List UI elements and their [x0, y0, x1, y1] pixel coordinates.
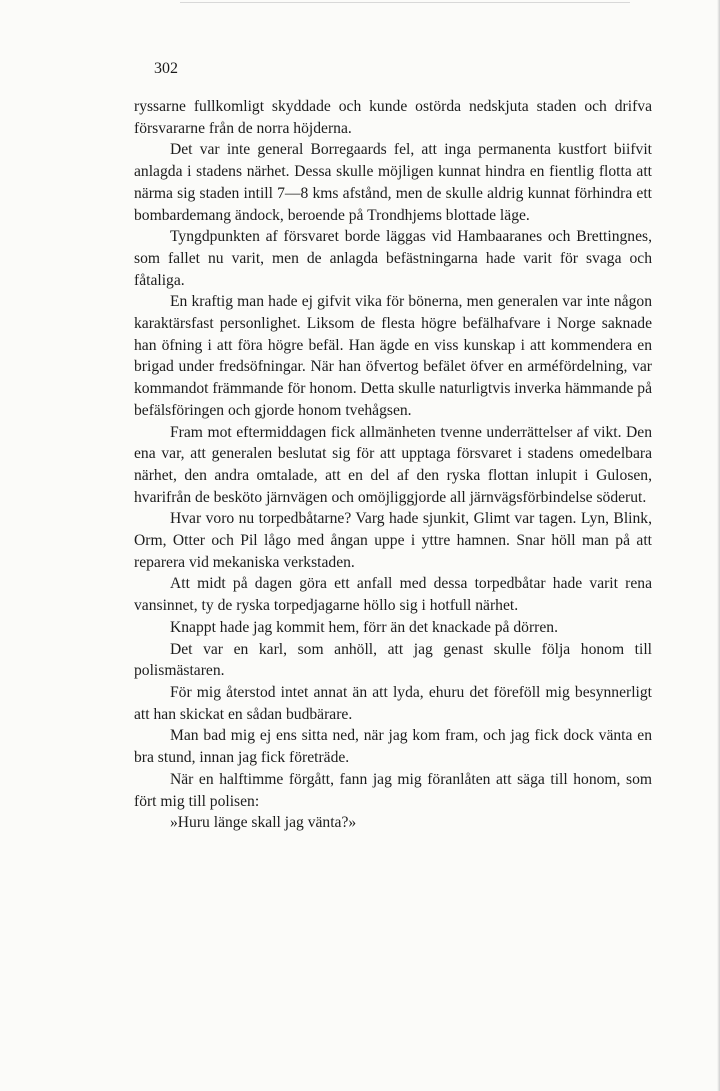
paragraph-13: »Huru länge skall jag vänta?»	[170, 814, 357, 832]
paragraph-1: ryssarne fullkomligt skyddade och kunde ostörda nedskjuta staden och drifva försvararne från de norra höjderna.	[134, 98, 652, 137]
paragraph-3: Tyngdpunkten af försvaret borde läggas vid Hambaaranes och Brettingnes, som fallet nu varit, men de anlagda befästningarna hade varit för svaga och fåtaliga.	[134, 228, 652, 289]
paragraph-2: Det var inte general Borregaards fel, att inga permanenta kustfort biifvit anlagda i stadens närhet. Dessa skulle möjligen kunnat hindra en fientlig flotta att närma sig staden intill 7—8 kms afstånd, men de skulle aldrig kunnat förhindra ett bombardemang ändock, beroende på Trondhjems blottade läge.	[134, 141, 652, 224]
paragraph-4: En kraftig man hade ej gifvit vika för bönerna, men generalen var inte någon karaktärsfast personlighet. Liksom de flesta högre befälhafvare i Norge saknade han öfning i att föra högre befäl. Han ägde en viss kunskap i att kommendera en brigad under fredsöfningar. När han öfvertog befälet öfver en arméfördelning, var kommandot främmande för honom. Detta skulle naturligtvis inverka hämmande på befälsföringen och gjorde honom tvehågsen.	[134, 293, 652, 419]
paragraph-10: För mig återstod intet annat än att lyda, ehuru det föreföll mig besynnerligt att han skickat en sådan budbärare.	[134, 683, 652, 723]
top-rule	[180, 2, 630, 3]
paragraph-9: Det var en karl, som anhöll, att jag genast skulle följa honom till polismästaren.	[134, 640, 652, 680]
paragraph-12: När en halftimme förgått, fann jag mig föranlåten att säga till honom, som fört mig till polisen:	[134, 770, 652, 810]
page-number: 302	[154, 60, 178, 77]
paragraph-11: Man bad mig ej ens sitta ned, när jag kom fram, och jag fick dock vänta en bra stund, innan jag fick företräde.	[134, 727, 652, 767]
body-text	[134, 96, 652, 834]
paragraph-6: Hvar voro nu torpedbåtarne? Varg hade sjunkit, Glimt var tagen. Lyn, Blink, Orm, Otter och Pil lågo med ångan uppe i yttre hamnen. Snar höll man på att reparera vid mekaniska verkstaden.	[134, 510, 652, 571]
paragraph-5: Fram mot eftermiddagen fick allmänheten tvenne underrättelser af vikt. Den ena var, att generalen beslutat sig för att upptaga försvaret i stadens omedelbara närhet, den andra omtalade, att en del af den ryska flottan inlupit i Gulosen, hvarifrån de besköto järnvägen och omöjliggjorde all järnvägsförbindelse söderut.	[134, 423, 652, 506]
paragraph-7: Att midt på dagen göra ett anfall med dessa torpedbåtar hade varit rena vansinnet, ty de ryska torpedjagarne höllo sig i hotfull närhet.	[134, 575, 652, 615]
paragraph-8: Knappt hade jag kommit hem, förr än det knackade på dörren.	[170, 618, 558, 636]
